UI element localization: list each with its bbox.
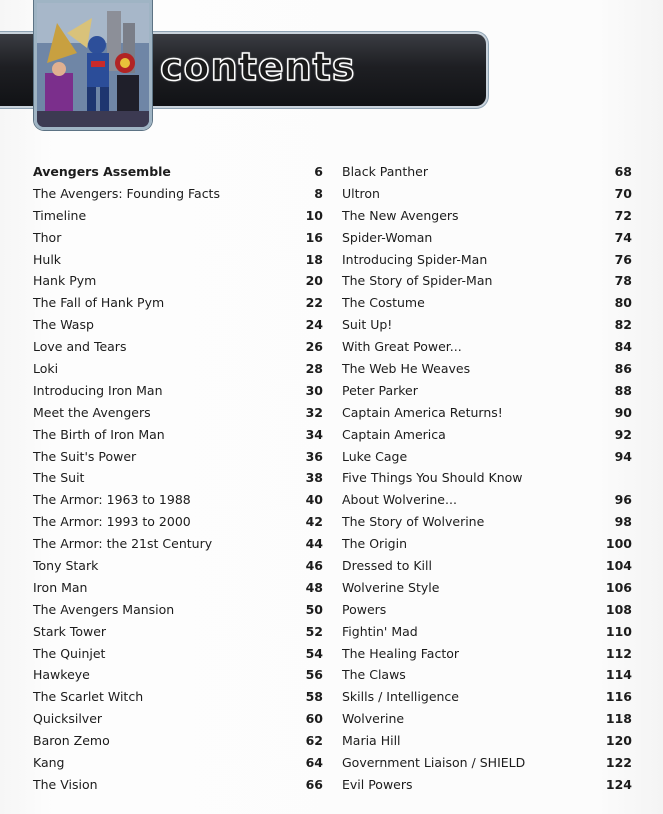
- toc-entry-title: The Origin: [342, 536, 408, 552]
- toc-entry: [342, 292, 632, 314]
- toc-entry: [342, 467, 632, 489]
- toc-entry-page: 98: [614, 514, 632, 530]
- toc-entry-title: Five Things You Should Know: [342, 470, 523, 486]
- toc-entry-title: Luke Cage: [342, 448, 408, 464]
- toc-entry-title: Government Liaison / SHIELD: [342, 755, 526, 771]
- toc-entry-title: Kang: [33, 755, 65, 771]
- toc-entry-page: 36: [305, 448, 323, 464]
- toc-entry: [342, 752, 632, 774]
- toc-entry: [33, 249, 323, 271]
- toc-entry-title: The Suit: [33, 470, 85, 486]
- toc-entry: [342, 621, 632, 643]
- toc-entry-title: The Armor: 1963 to 1988: [33, 492, 191, 508]
- toc-entry-page: 32: [305, 404, 323, 420]
- toc-entry-page: 108: [605, 601, 632, 617]
- toc-entry-page: 20: [305, 273, 323, 289]
- toc-entry: [33, 533, 323, 555]
- toc-entry-title: The Story of Wolverine: [342, 514, 485, 530]
- toc-entry: [342, 336, 632, 358]
- toc-entry-page: 100: [605, 536, 632, 552]
- toc-entry-page: 94: [614, 448, 632, 464]
- toc-entry-title: The Avengers: Founding Facts: [33, 185, 220, 201]
- toc-entry-title: The Story of Spider-Man: [342, 273, 493, 289]
- toc-entry: [342, 555, 632, 577]
- toc-entry-page: 116: [605, 689, 632, 705]
- toc-entry-page: 6: [314, 164, 323, 179]
- toc-entry: [33, 358, 323, 380]
- toc-entry-title: Loki: [33, 361, 59, 377]
- toc-entry-title: Maria Hill: [342, 733, 401, 749]
- toc-left-column: [33, 161, 323, 796]
- toc-entry-title: With Great Power...: [342, 339, 462, 355]
- toc-entry-page: 60: [305, 711, 323, 727]
- toc-entry-page: 10: [305, 207, 323, 223]
- toc-entry: [33, 227, 323, 249]
- toc-entry-title: Wolverine Style: [342, 579, 440, 595]
- toc-entry-page: 52: [305, 623, 323, 639]
- toc-entry-title: The Healing Factor: [342, 645, 460, 661]
- toc-entry-page: 34: [305, 426, 323, 442]
- toc-entry-page: 110: [605, 623, 632, 639]
- toc-entry: [342, 161, 632, 183]
- toc-entry-title: Iron Man: [33, 579, 88, 595]
- toc-entry: [342, 511, 632, 533]
- toc-entry-page: 92: [614, 426, 632, 442]
- toc-entry-page: 18: [305, 251, 323, 267]
- toc-entry-page: 62: [305, 733, 323, 749]
- toc-entry-page: 28: [305, 361, 323, 377]
- toc-entry: [342, 708, 632, 730]
- toc-entry-title: The Avengers Mansion: [33, 601, 175, 617]
- toc-entry: [342, 270, 632, 292]
- toc-entry-title: Ultron: [342, 185, 380, 201]
- toc-entry-page: 46: [305, 558, 323, 574]
- toc-entry: [342, 205, 632, 227]
- toc-entry: [33, 664, 323, 686]
- toc-entry: [33, 686, 323, 708]
- toc-entry: [33, 446, 323, 468]
- toc-entry-title: The New Avengers: [342, 207, 459, 223]
- toc-entry: [33, 511, 323, 533]
- toc-entry-page: 30: [305, 382, 323, 398]
- toc-entry-page: 44: [305, 536, 323, 552]
- toc-entry-title: The Birth of Iron Man: [33, 426, 165, 442]
- toc-entry: [342, 227, 632, 249]
- toc-entry: [33, 555, 323, 577]
- toc-entry: [33, 467, 323, 489]
- toc-entry-page: 48: [305, 579, 323, 595]
- toc-entry-page: 112: [605, 645, 632, 661]
- toc-entry-title: Peter Parker: [342, 382, 418, 398]
- toc-entry-title: Captain America Returns!: [342, 404, 503, 420]
- toc-entry: [33, 621, 323, 643]
- toc-entry-title: The Claws: [342, 667, 406, 683]
- toc-entry-page: 38: [305, 470, 323, 486]
- toc-entry-title: Wolverine: [342, 711, 405, 727]
- toc-entry: [33, 205, 323, 227]
- toc-entry: [33, 577, 323, 599]
- toc-entry-title: Introducing Iron Man: [33, 382, 163, 398]
- toc-entry-page: 118: [605, 711, 632, 727]
- toc-entry-page: 50: [305, 601, 323, 617]
- toc-entry: [33, 708, 323, 730]
- toc-entry-title: Dressed to Kill: [342, 558, 432, 574]
- toc-entry-title: Timeline: [33, 207, 87, 223]
- toc-entry-page: 72: [614, 207, 632, 223]
- toc-entry: [342, 533, 632, 555]
- toc-entry: [33, 292, 323, 314]
- toc-entry: [33, 336, 323, 358]
- toc-entry-page: 84: [614, 339, 632, 355]
- toc-entry: [342, 686, 632, 708]
- toc-entry-page: 122: [605, 755, 632, 771]
- toc-entry-title: Love and Tears: [33, 339, 127, 355]
- toc-entry-title: Black Panther: [342, 164, 429, 179]
- toc-entry-title: Hawkeye: [33, 667, 90, 683]
- toc-entry: [342, 402, 632, 424]
- toc-entry-page: 104: [605, 558, 632, 574]
- toc-entry-page: 22: [305, 295, 323, 311]
- toc-entry: [342, 424, 632, 446]
- toc-entry-page: 124: [605, 776, 632, 792]
- toc-entry-title: The Scarlet Witch: [33, 689, 144, 705]
- toc-entry: [342, 599, 632, 621]
- contents-heading: contents: [160, 45, 356, 89]
- toc-entry-title: The Costume: [342, 295, 425, 311]
- toc-entry-title: Powers: [342, 601, 387, 617]
- toc-entry: [342, 183, 632, 205]
- toc-entry: [33, 402, 323, 424]
- toc-entry-title: Meet the Avengers: [33, 404, 151, 420]
- toc-entry-page: 16: [305, 229, 323, 245]
- toc-entry: [33, 774, 323, 796]
- toc-entry-title: Quicksilver: [33, 711, 103, 727]
- toc-entry-title: The Suit's Power: [33, 448, 137, 464]
- toc-entry: [33, 424, 323, 446]
- toc-entry: [33, 270, 323, 292]
- toc-entry: [342, 774, 632, 796]
- toc-entry-page: 58: [305, 689, 323, 705]
- toc-entry-page: 88: [614, 382, 632, 398]
- toc-entry-page: 74: [614, 229, 632, 245]
- toc-entry-page: 64: [305, 755, 323, 771]
- avengers-cover-thumbnail: [34, 0, 152, 130]
- toc-entry-page: 106: [605, 579, 632, 595]
- toc-entry: [342, 643, 632, 665]
- toc-entry-page: 24: [305, 317, 323, 333]
- toc-entry-title: Thor: [33, 229, 62, 245]
- toc-entry-page: 80: [614, 295, 632, 311]
- toc-entry-title: The Web He Weaves: [342, 361, 471, 377]
- toc-entry-title: Introducing Spider-Man: [342, 251, 488, 267]
- toc-entry-page: 54: [305, 645, 323, 661]
- toc-entry-page: 8: [314, 185, 323, 201]
- toc-entry-page: 56: [305, 667, 323, 683]
- toc-entry-title: Baron Zemo: [33, 733, 110, 749]
- toc-entry-title: Captain America: [342, 426, 446, 442]
- toc-entry: [33, 489, 323, 511]
- toc-entry-page: 66: [305, 776, 323, 792]
- toc-entry: [342, 249, 632, 271]
- toc-entry: [342, 446, 632, 468]
- toc-entry-title: The Wasp: [33, 317, 94, 333]
- toc-entry-page: 40: [305, 492, 323, 508]
- toc-entry: [342, 380, 632, 402]
- toc-entry: [33, 730, 323, 752]
- toc-right-column: [342, 161, 632, 796]
- toc-entry-page: 90: [614, 404, 632, 420]
- toc-entry-title: Evil Powers: [342, 776, 413, 792]
- toc-entry-page: 114: [605, 667, 632, 683]
- toc-entry: [33, 752, 323, 774]
- toc-entry: [33, 161, 323, 183]
- toc-entry-title: Hank Pym: [33, 273, 97, 289]
- toc-entry: [342, 577, 632, 599]
- toc-entry-page: 120: [605, 733, 632, 749]
- toc-entry-title: Spider-Woman: [342, 229, 433, 245]
- toc-entry-title: Stark Tower: [33, 623, 107, 639]
- toc-entry-title: The Fall of Hank Pym: [33, 295, 165, 311]
- toc-entry: [33, 314, 323, 336]
- toc-entry-page: 82: [614, 317, 632, 333]
- toc-entry-page: 76: [614, 251, 632, 267]
- toc-entry-title: Fightin' Mad: [342, 623, 418, 639]
- toc-entry-title: Skills / Intelligence: [342, 689, 459, 705]
- toc-entry-title: The Quinjet: [33, 645, 106, 661]
- toc-entry-title: Tony Stark: [33, 558, 99, 574]
- toc-entry: [33, 183, 323, 205]
- toc-entry-page: 96: [614, 492, 632, 508]
- toc-entry: [342, 358, 632, 380]
- toc-entry: [342, 664, 632, 686]
- toc-entry: [33, 380, 323, 402]
- toc-entry-title: Suit Up!: [342, 317, 393, 333]
- toc-entry-title: About Wolverine...: [342, 492, 457, 508]
- toc-entry-title: Hulk: [33, 251, 62, 267]
- toc-entry-title: The Armor: 1993 to 2000: [33, 514, 191, 530]
- toc-entry-page: 78: [614, 273, 632, 289]
- toc-entry-page: 68: [614, 164, 632, 179]
- toc-entry-page: 70: [614, 185, 632, 201]
- toc-entry-page: 42: [305, 514, 323, 530]
- toc-entry: [33, 599, 323, 621]
- toc-entry-title: Avengers Assemble: [33, 164, 171, 179]
- toc-entry-title: The Vision: [33, 776, 98, 792]
- toc-entry-page: 86: [614, 361, 632, 377]
- toc-entry-page: 26: [305, 339, 323, 355]
- toc-entry: [342, 314, 632, 336]
- toc-entry: [342, 489, 632, 511]
- toc-entry: [342, 730, 632, 752]
- toc-entry: [33, 643, 323, 665]
- toc-entry-title: The Armor: the 21st Century: [33, 536, 213, 552]
